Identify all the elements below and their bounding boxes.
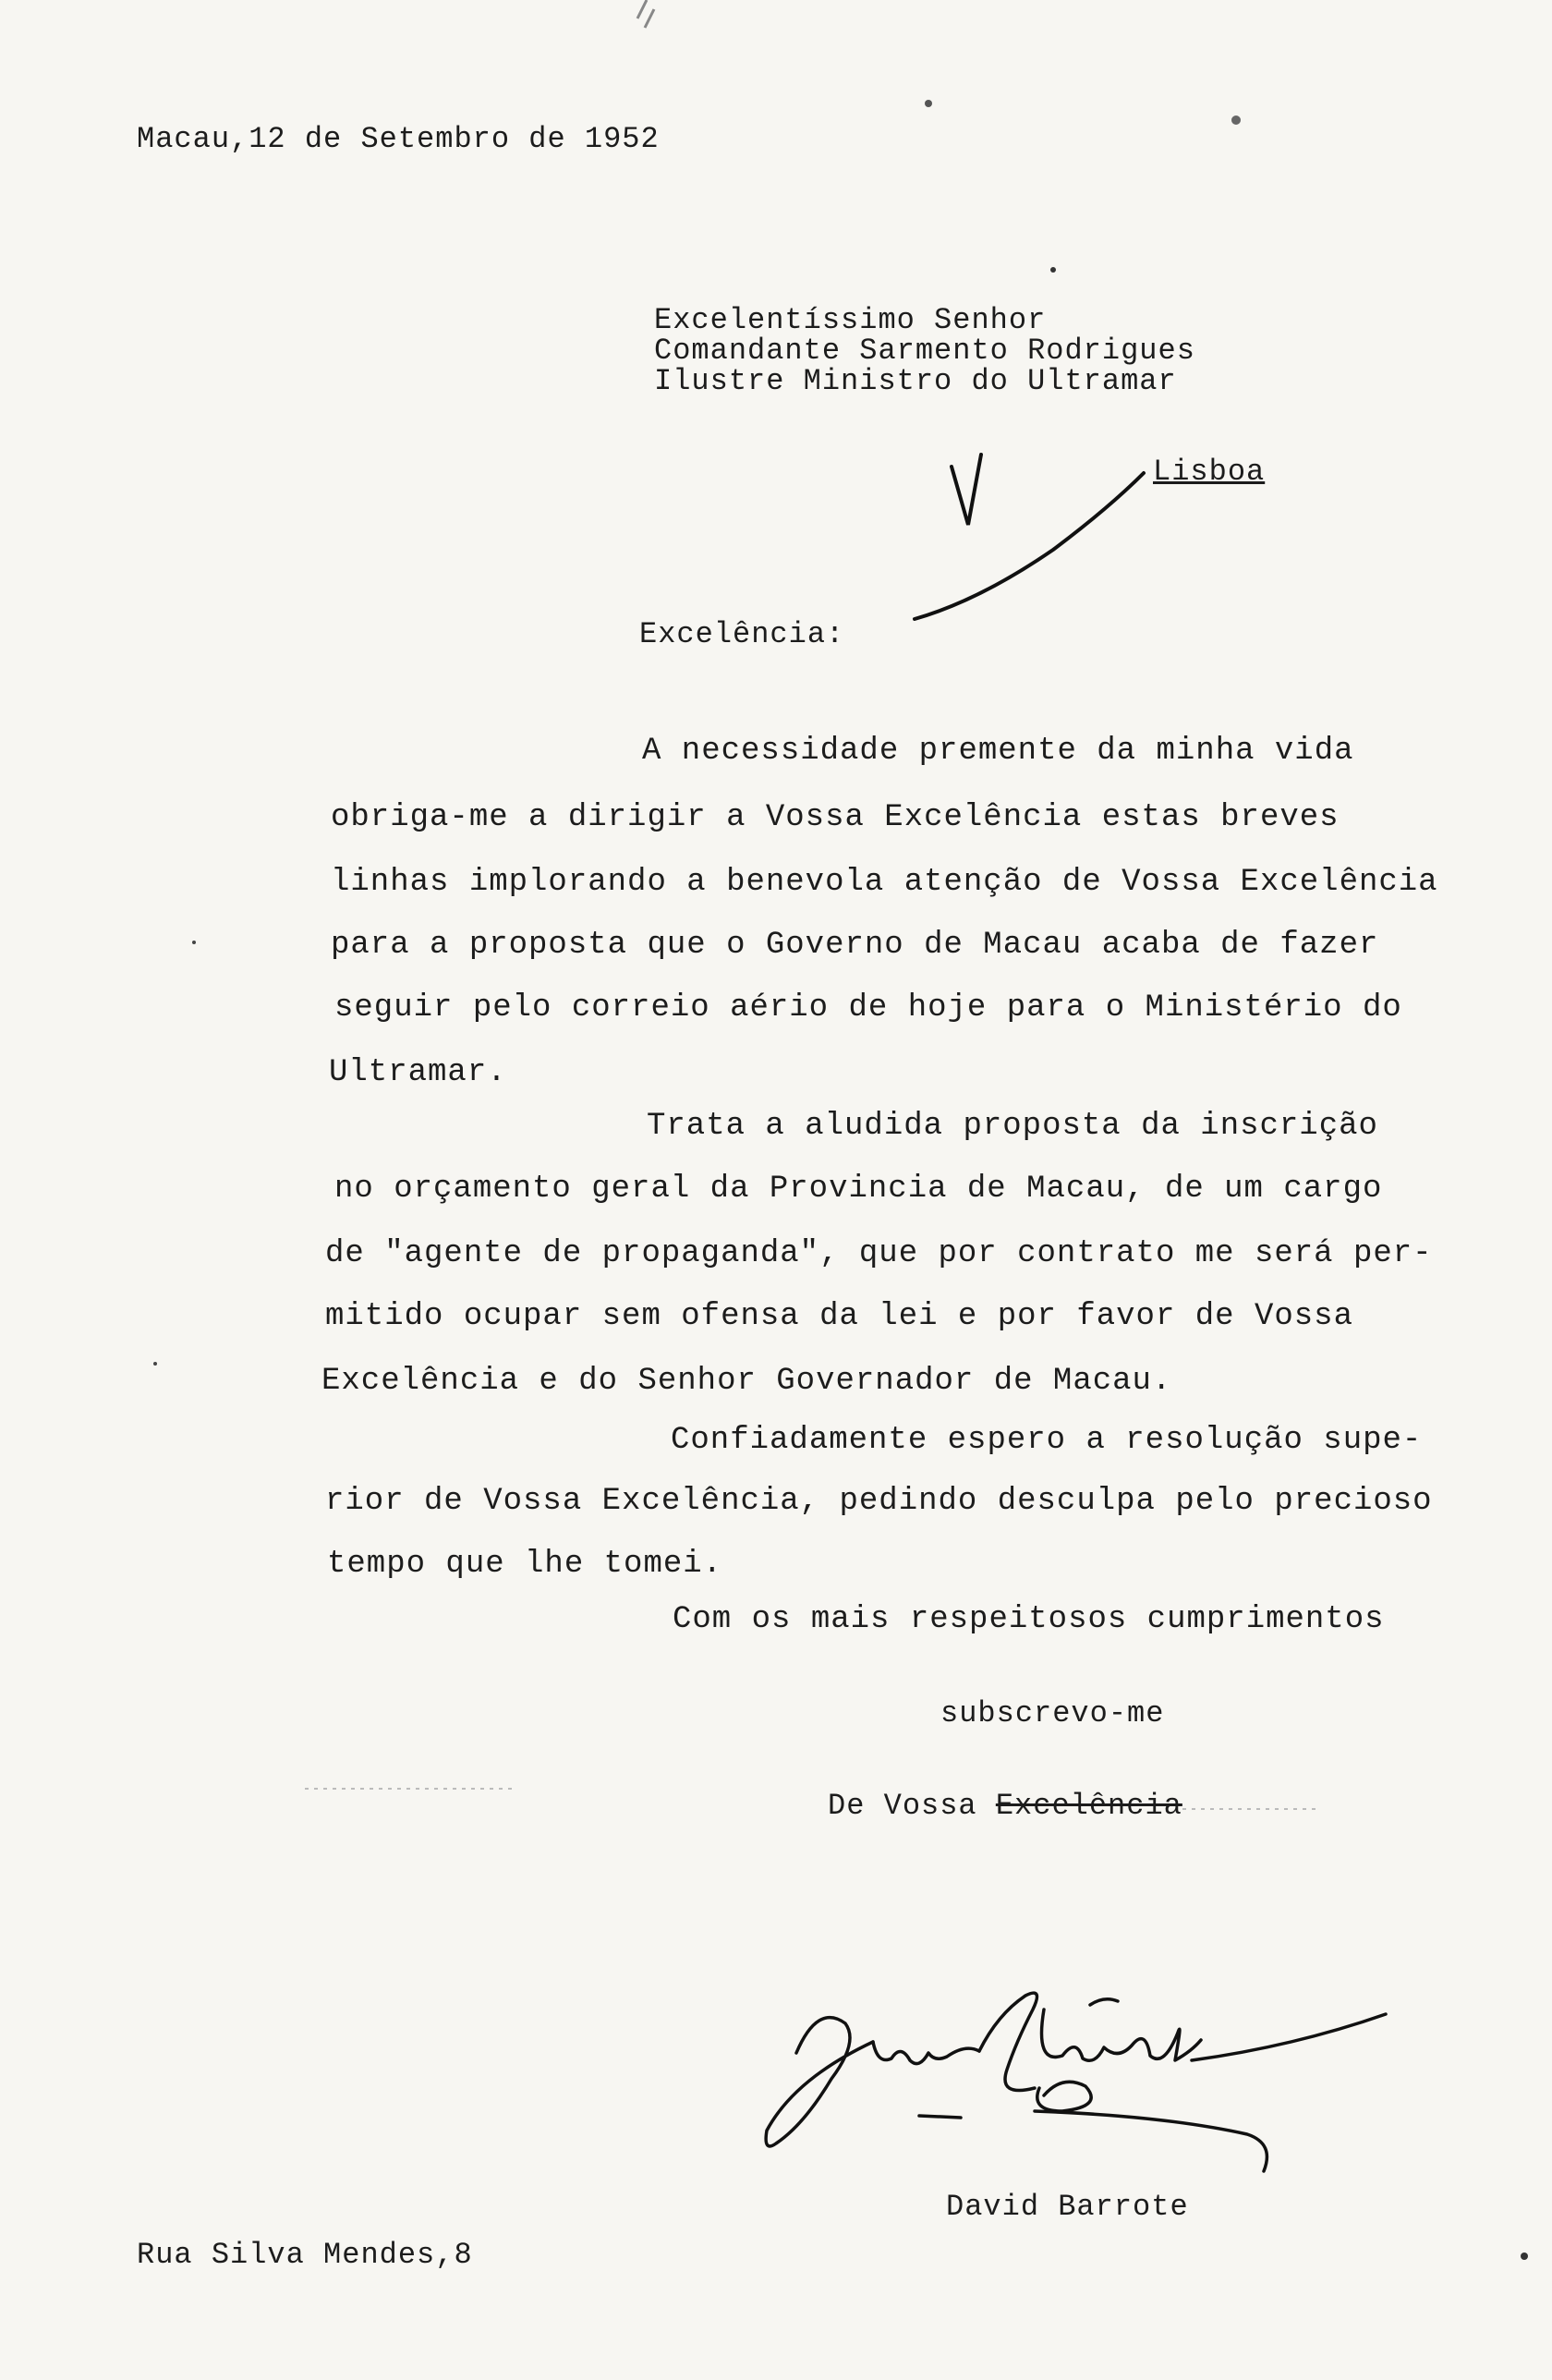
body-line: rior de Vossa Excelência, pedindo desculpa pelo precioso [325, 1484, 1433, 1519]
body-line: mitido ocupar sem ofensa da lei e por favor de Vossa [325, 1299, 1353, 1334]
body-line: seguir pelo correio aério de hoje para o Ministério do [334, 990, 1402, 1026]
check-mark [952, 455, 981, 525]
closing-struck-word: Excelência [995, 1789, 1182, 1823]
recipient-city: Lisboa [1153, 455, 1266, 489]
body-line: Excelência e do Senhor Governador de Macau. [321, 1364, 1172, 1399]
body-line: no orçamento geral da Provincia de Macau, de um cargo [334, 1172, 1383, 1207]
signature-name: David Barrote [946, 2190, 1189, 2224]
body-line: Ultramar. [329, 1055, 507, 1090]
salutation: Excelência: [639, 617, 845, 651]
body-line: para a proposta que o Governo de Macau acaba de fazer [331, 928, 1379, 963]
body-line: Trata a aludida proposta da inscrição [647, 1109, 1378, 1144]
body-line: linhas implorando a benevola atenção de Vossa Excelência [331, 865, 1438, 900]
signature-scribble [766, 1993, 1386, 2171]
slash-mark [915, 473, 1144, 619]
recipient-line-2: Comandante Sarmento Rodrigues [654, 334, 1195, 368]
sender-address: Rua Silva Mendes,8 [137, 2238, 473, 2272]
closing-prefix: De Vossa [828, 1789, 996, 1823]
body-line: de "agente de propaganda", que por contrato me será per- [325, 1236, 1433, 1271]
body-line: Confiadamente espero a resolução supe- [671, 1423, 1423, 1458]
body-line: obriga-me a dirigir a Vossa Excelência estas breves [331, 800, 1340, 835]
recipient-line-3: Ilustre Ministro do Ultramar [654, 364, 1177, 398]
closing-line-1: subscrevo-me [940, 1696, 1165, 1730]
body-line: A necessidade premente da minha vida [642, 734, 1354, 769]
date-line: Macau,12 de Setembro de 1952 [137, 122, 660, 156]
body-line: Com os mais respeitosos cumprimentos [673, 1602, 1385, 1637]
body-line: tempo que lhe tomei. [327, 1547, 723, 1582]
recipient-line-1: Excelentíssimo Senhor [654, 303, 1047, 337]
